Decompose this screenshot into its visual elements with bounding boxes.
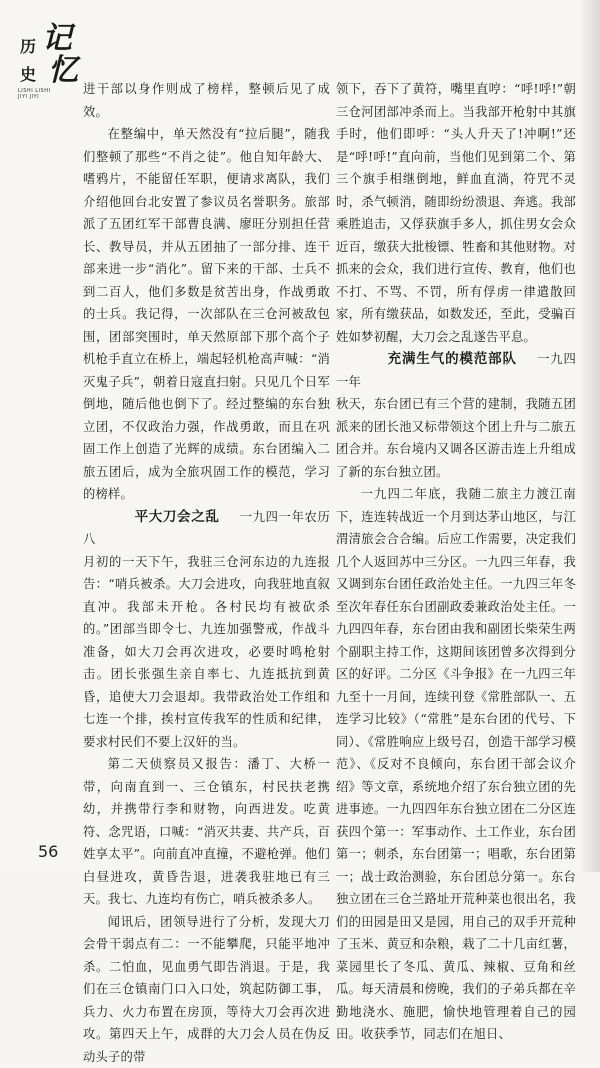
- section-date: 一九四一年农历八: [83, 510, 330, 547]
- right-column: [336, 78, 576, 1046]
- logo-char-4: 忆: [48, 56, 78, 86]
- spine-shadow: [578, 0, 600, 872]
- logo-char-3: 记: [42, 24, 72, 54]
- left-para-4: 第二天侦察员又报告：潘丁、大桥一带，向南直到一、三仓镇东，村民扶老携幼，并携带行李和财物，向西进发。吃黄符、念咒语，口喊：“消灭共妻、共产兵，百姓享太平”。向前直冲直撞，不避枪弹。他们白昼进攻，黄昏告退，进袭我驻地已有三天。我七、九连均有伤亡，哨兵被杀多人。: [83, 753, 330, 911]
- right-para-2: 秋天，东台团已有三个营的建制，我随五团派来的团长池又标带领这个团上升与二旅五团合并。东台境内又调各区游击连上升组成了新的东台独立团。: [336, 393, 576, 483]
- right-para-3: 一九四二年底，我随二旅主力渡江南下，连连转战近一个月到达茅山地区，与江渭清旅会合合编。后应工作需要，决定我们几个人返回苏中三分区。一九四三年春，我又调到东台团任政治处主任。一九四三年冬至次年春任东台团副政委兼政治处主任。一九四四年春，东台团由我和副团长柴荣生两个副职主持工作，这期间该团曾多次得到分区的好评。二分区《斗争报》在一九四三年九至十一月间，连续刊登《常胜部队一、五连学习比较》（“常胜”是东台团的代号、下同）、《常胜响应上级号召，创造干部学习模范》、《反对不良倾向，东台团干部会议介绍》等文章，系统地介绍了东台独立团的先进事迹。一九四四年东台独立团在二分区连获四个第一：军事动作、土工作业，东台团第一；刺杀，东台团第一；唱歌，东台团第一；战士政治测验，东台团总分第一。东台独立团在三仓兰路址开荒种菜也很出名，我们的田园是田又是园，用自己的双手开荒种了玉米、黄豆和杂粮，栽了二十几亩红薯，菜园里长了冬瓜、黄瓜、辣椒、豆角和丝瓜。每天清晨和傍晚，我们的子弟兵都在辛勤地浇水、施肥，愉快地管理着自己的园田。收获季节，同志们在旭日、: [336, 483, 576, 1046]
- section-heading-dadaohui: [83, 506, 330, 551]
- page-number: 56: [38, 842, 58, 861]
- left-para-3: 月初的一天下午，我驻三仓河东边的九连报告：“哨兵被杀。大刀会进攻，向我驻地直叙直冲。我部未开枪。各村民均有被砍杀的。”团部当即令七、九连加强警戒，作战斗准备，如大刀会再次进攻，必要时鸣枪射击。团长张强生亲自率七、九连抵抗到黄昏，追使大刀会退却。我带政治处工作组和七连一个排，挨村宣传我军的性质和纪律，要求村民们不要上汉奸的当。: [83, 551, 330, 754]
- logo-char-1: 历: [20, 34, 36, 57]
- left-para-1: 进干部以身作则成了榜样，整顿后见了成效。: [83, 78, 330, 123]
- logo-char-2: 史: [20, 62, 36, 85]
- right-para-1: 领下，吞下了黄符，嘴里直哼：“呼!呼!”朝三仓河团部冲杀而上。当我部开枪射中其旗手时，他们即呼：“头人升天了!冲啊!”还是“呼!呼!”直向前，当他们见到第二个、第三个旗手相继倒地，鲜血直淌，符咒不灵时，杀气顿消，随即纷纷溃退、奔逃。我部乘胜追击，又俘获旗手多人，抓住男女会众近百，缴获大批梭镖、牲畜和其他财物。对抓来的会众，我们进行宣传、教育，他们也不打、不骂、不罚，所有俘虏一律遣散回家，所有缴获品，如数发还，至此，受骗百姓如梦初醒，大刀会之乱遂告平息。: [336, 78, 576, 348]
- section-heading-model-unit: [336, 348, 576, 393]
- section-date: 一九四一年: [336, 352, 576, 389]
- logo-pinyin: LISHI LISHI JIYI JIYI: [18, 88, 50, 100]
- section-title: 充满生气的模范部队: [388, 351, 517, 367]
- history-memory-logo: [16, 22, 82, 102]
- left-para-5: 闻讯后，团领导进行了分析，发现大刀会骨干弱点有二：一不能攀爬，只能平地冲杀。二怕血，见血勇气即告消退。于是，我们在三仓镇南门口入口处，筑起防御工事，兵力、火力布置在房顶，等待大刀会再次进攻。第四天上午，成群的大刀会人员在伪反动头子的带: [83, 911, 330, 1068]
- section-title: 平大刀会之乱: [135, 509, 220, 525]
- left-para-2: 在整编中，单天然没有“拉后腿”，随我们整顿了那些“不肖之徒”。他自知年龄大、嗜鸦片，不能留任军职，便请求离队，我们介绍他回台北安置了参议员名誉职务。旅部派了五团红军干部曹良满、廖旺分别担任营长、教导员，并从五团抽了一部分排、连干部来进一步“消化”。留下来的干部、士兵不到二百人，他们多数是贫苦出身，作战勇敢的士兵。我记得，一次部队在三仓河被敌包围，团部突围时，单天然原部下那个高个子机枪手直立在桥上，端起轻机枪高声喊：“消灭鬼子兵”，朝着日寇直扫射。只见几个日军倒地，随后他也倒下了。经过整编的东台独立团，不仅政治力强，作战勇敢，而且在巩固工作上创造了光辉的成绩。东台团编入二旅五团后，成为全旅巩固工作的模范，学习的榜样。: [83, 123, 330, 506]
- left-column: [83, 78, 330, 1068]
